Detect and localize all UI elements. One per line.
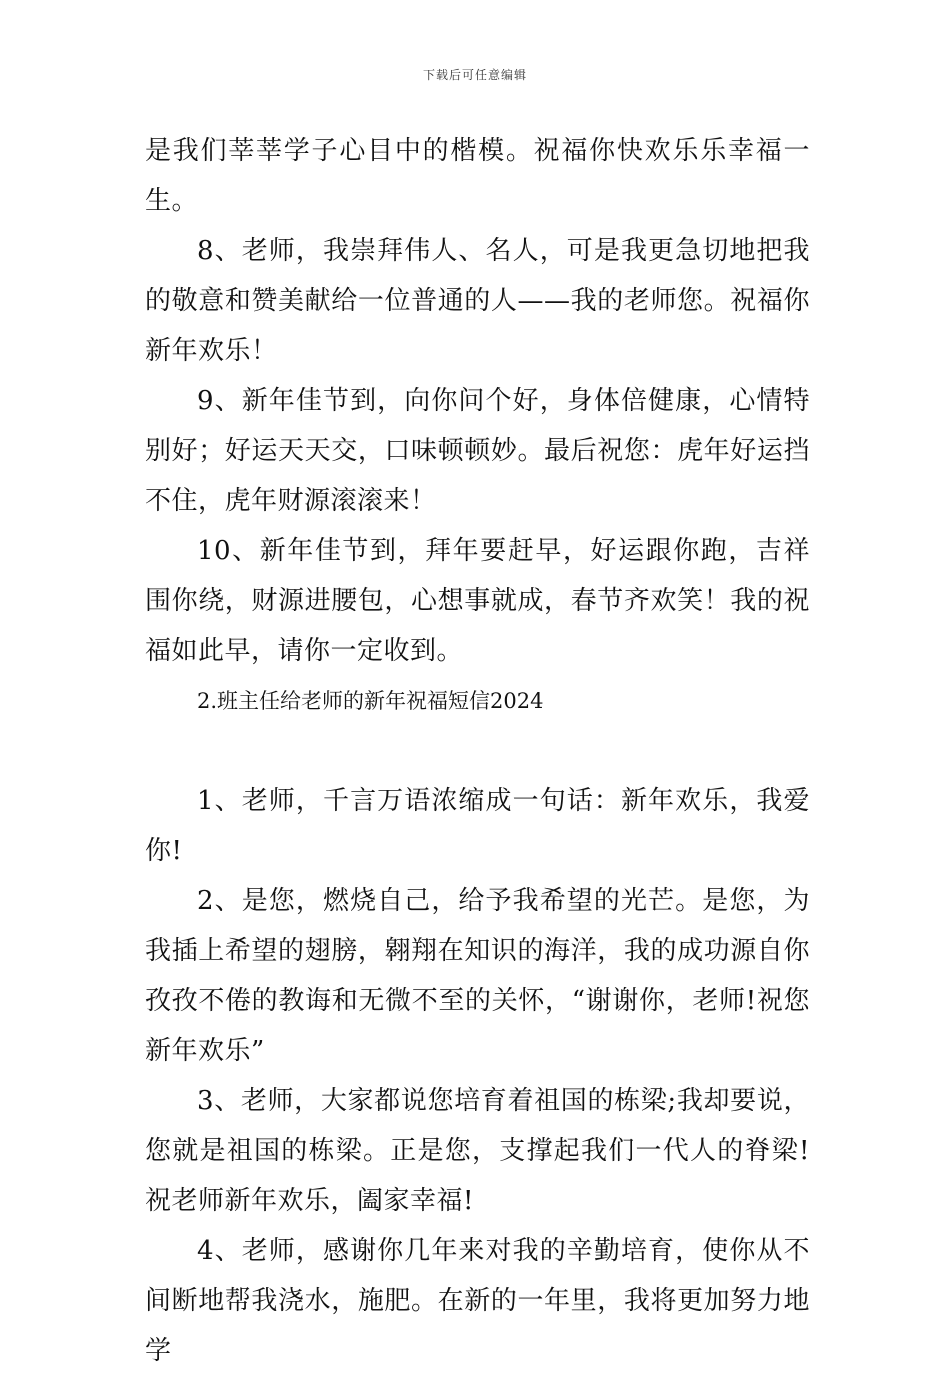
paragraph-item-10: 10、新年佳节到，拜年要赶早，好运跟你跑，吉祥围你绕，财源进腰包，心想事就成，春节齐欢笑！我的祝福如此早，请你一定收到。 (145, 536, 810, 666)
paragraph-item-4: 4、老师，感谢你几年来对我的辛勤培育，使你从不间断地帮我浇水，施肥。在新的一年里，我将更加努力地学 (145, 1236, 810, 1366)
paragraph-item-8: 8、老师，我崇拜伟人、名人，可是我更急切地把我的敬意和赞美献给一位普通的人——我的老师您。祝福你新年欢乐！ (145, 236, 810, 366)
paragraph-item-3: 3、老师，大家都说您培育着祖国的栋梁;我却要说，您就是祖国的栋梁。正是您，支撑起我们一代人的脊梁!祝老师新年欢乐，阖家幸福! (145, 1086, 810, 1216)
paragraph-continued: 是我们莘莘学子心目中的楷模。祝福你快欢乐乐幸福一生。 (145, 136, 810, 216)
paragraph-item-2: 2、是您，燃烧自己，给予我希望的光芒。是您，为我插上希望的翅膀，翱翔在知识的海洋，我的成功源自你孜孜不倦的教诲和无微不至的关怀，“谢谢你，老师!祝您新年欢乐” (145, 886, 810, 1066)
paragraph-item-9: 9、新年佳节到，向你问个好，身体倍健康，心情特别好；好运天天交，口味顿顿妙。最后祝您：虎年好运挡不住，虎年财源滚滚来！ (145, 386, 810, 516)
paragraph-item-1: 1、老师，千言万语浓缩成一句话：新年欢乐，我爱你! (145, 786, 810, 866)
blank-line (145, 726, 810, 776)
document-body (145, 126, 810, 1376)
page-header-note: 下载后可任意编辑 (422, 68, 527, 82)
section-heading: 2.班主任给老师的新年祝福短信2024 (197, 689, 544, 713)
